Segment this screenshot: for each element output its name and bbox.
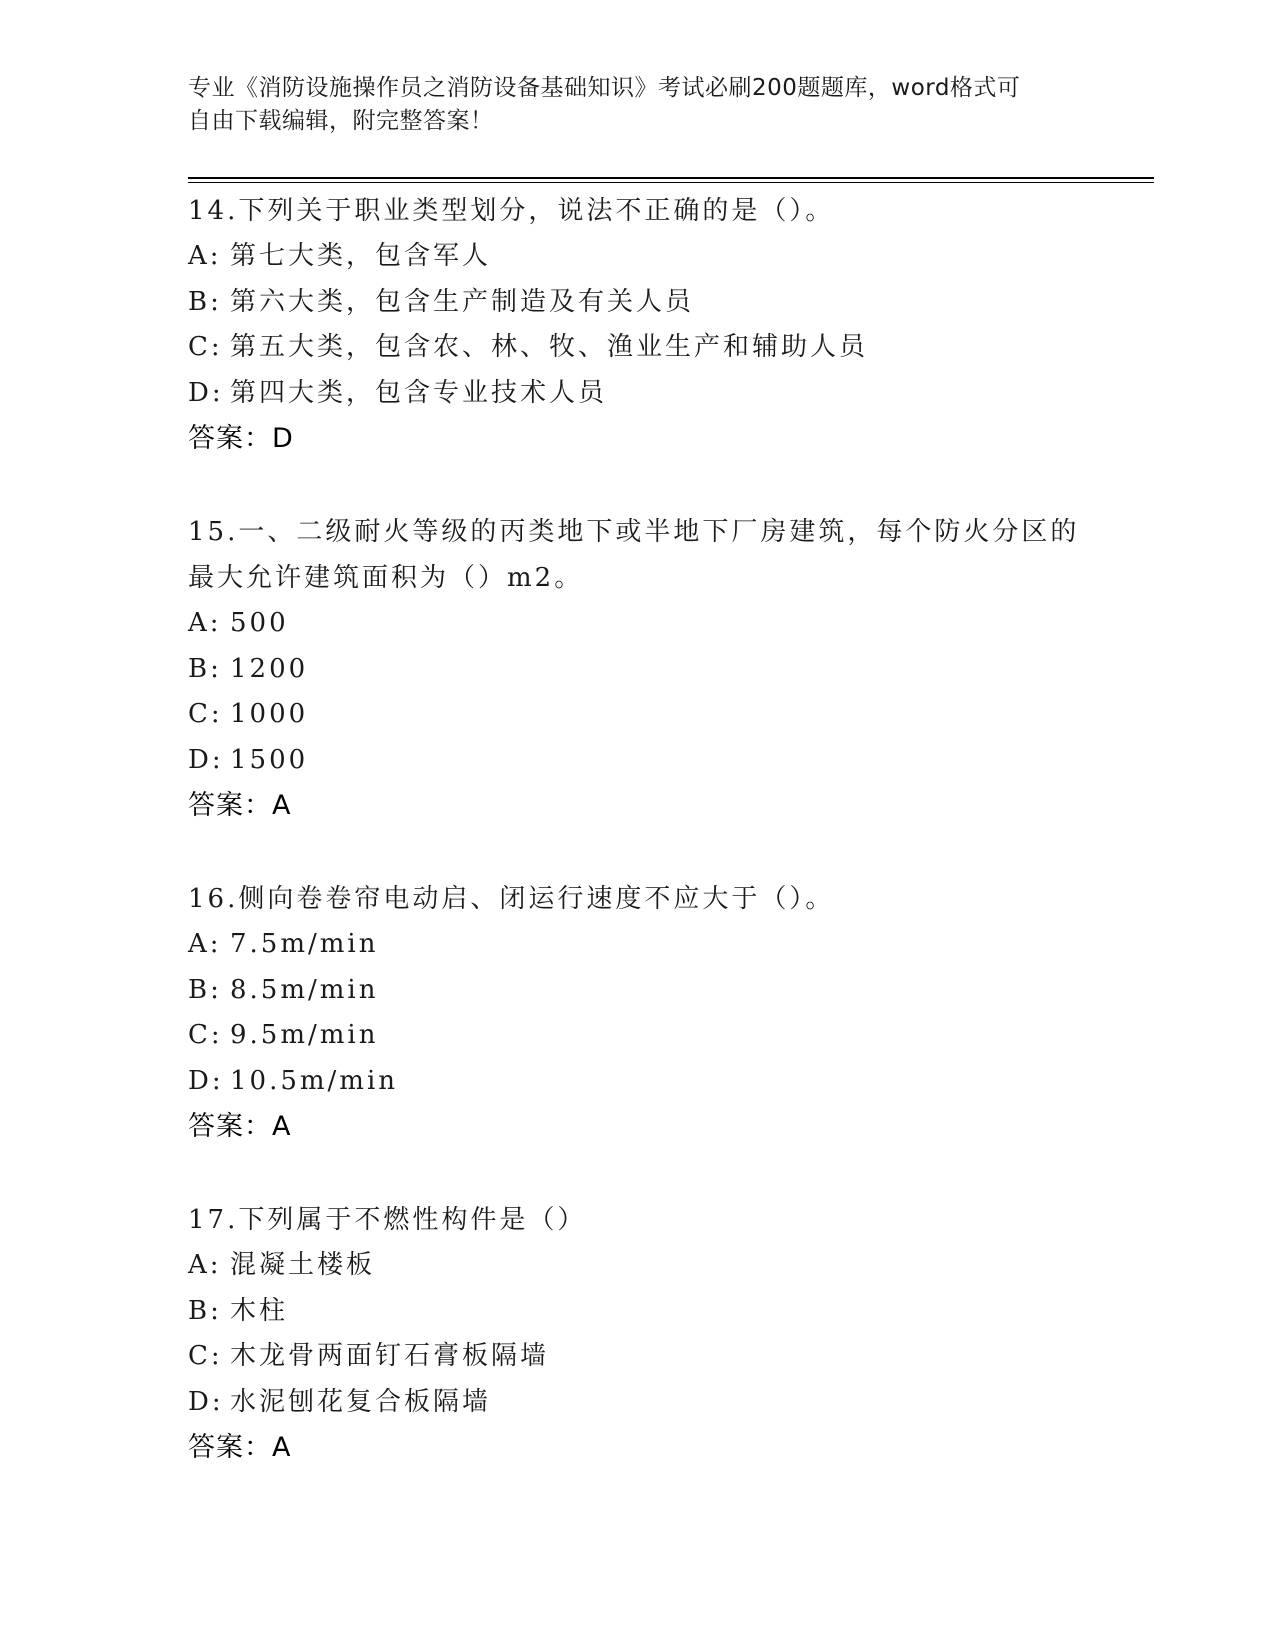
- option-text: 9.5m/min: [230, 1020, 379, 1050]
- option-letter: A:: [188, 929, 222, 959]
- question-stem-line: 15.一、二级耐火等级的丙类地下或半地下厂房建筑，每个防火分区的: [188, 517, 1080, 547]
- option-letter: C:: [188, 699, 223, 729]
- answer-option: [188, 234, 1088, 280]
- answer-option: [188, 692, 1088, 738]
- option-text: 木龙骨两面钉石膏板隔墙: [230, 1341, 550, 1371]
- option-text: 第五大类，包含农、林、牧、渔业生产和辅助人员: [230, 332, 869, 362]
- answer-key: 答案：A: [188, 790, 292, 821]
- option-text: 1200: [230, 653, 309, 684]
- header-line-1: 专业《消防设施操作员之消防设备基础知识》考试必刷200题题库，word格式可: [188, 75, 1021, 101]
- option-letter: C:: [188, 1341, 223, 1371]
- option-text: 1000: [230, 699, 309, 729]
- answer-option: [188, 601, 1088, 647]
- option-text: 8.5m/min: [230, 974, 379, 1005]
- option-text: 1500: [230, 744, 309, 775]
- question-stem: [188, 188, 1088, 234]
- option-text: 混凝土楼板: [230, 1250, 376, 1280]
- option-letter: A:: [188, 241, 222, 271]
- document-header: [188, 72, 1068, 138]
- answer-option: [188, 922, 1088, 968]
- option-letter: D:: [188, 1386, 224, 1417]
- question-stem-line: 17.下列属于不燃性构件是（）: [188, 1205, 587, 1235]
- question-block: [188, 509, 1088, 829]
- question-stem: [188, 876, 1088, 922]
- header-divider-thin: [188, 182, 1154, 183]
- answer-option: [188, 1380, 1088, 1426]
- question-block: [188, 188, 1088, 462]
- option-letter: C:: [188, 1020, 223, 1050]
- question-stem: [188, 1197, 1088, 1243]
- option-text: 水泥刨花复合板隔墙: [230, 1386, 492, 1417]
- option-text: 10.5m/min: [230, 1065, 399, 1096]
- question-stem-line: 16.侧向卷卷帘电动启、闭运行速度不应大于（）。: [188, 884, 835, 914]
- option-text: 第六大类，包含生产制造及有关人员: [230, 286, 695, 317]
- answer-key: 答案：D: [188, 423, 294, 454]
- option-letter: B:: [188, 974, 222, 1005]
- option-letter: A:: [188, 1250, 222, 1280]
- answer-option: [188, 371, 1088, 417]
- answer-option: [188, 280, 1088, 326]
- option-text: 第四大类，包含专业技术人员: [230, 377, 608, 408]
- option-letter: C:: [188, 332, 223, 362]
- answer-option: [188, 325, 1088, 371]
- question-stem-line: 最大允许建筑面积为（）m2。: [188, 563, 584, 593]
- option-letter: D:: [188, 744, 224, 775]
- answer-option: [188, 1289, 1088, 1335]
- option-letter: B:: [188, 653, 222, 684]
- answer-option: [188, 968, 1088, 1014]
- option-text: 木柱: [230, 1295, 289, 1326]
- option-letter: D:: [188, 377, 224, 408]
- answer-key: 答案：A: [188, 1432, 292, 1463]
- answer-option: [188, 1334, 1088, 1380]
- option-text: 500: [230, 608, 289, 638]
- option-letter: A:: [188, 608, 222, 638]
- answer-option: [188, 1059, 1088, 1105]
- option-text: 第七大类，包含军人: [230, 241, 492, 271]
- option-letter: B:: [188, 286, 222, 317]
- option-letter: D:: [188, 1065, 224, 1096]
- question-list: [188, 188, 1088, 1518]
- option-letter: B:: [188, 1295, 222, 1326]
- answer-option: [188, 647, 1088, 693]
- answer-key: 答案：A: [188, 1111, 292, 1142]
- option-text: 7.5m/min: [230, 929, 379, 959]
- header-divider-thick: [188, 177, 1154, 179]
- answer-option: [188, 738, 1088, 784]
- answer-option: [188, 1243, 1088, 1289]
- question-block: [188, 876, 1088, 1150]
- question-stem: [188, 509, 1088, 601]
- question-block: [188, 1197, 1088, 1471]
- answer-option: [188, 1013, 1088, 1059]
- question-stem-line: 14.下列关于职业类型划分，说法不正确的是（）。: [188, 196, 835, 226]
- header-line-2: 自由下载编辑，附完整答案！: [188, 108, 494, 134]
